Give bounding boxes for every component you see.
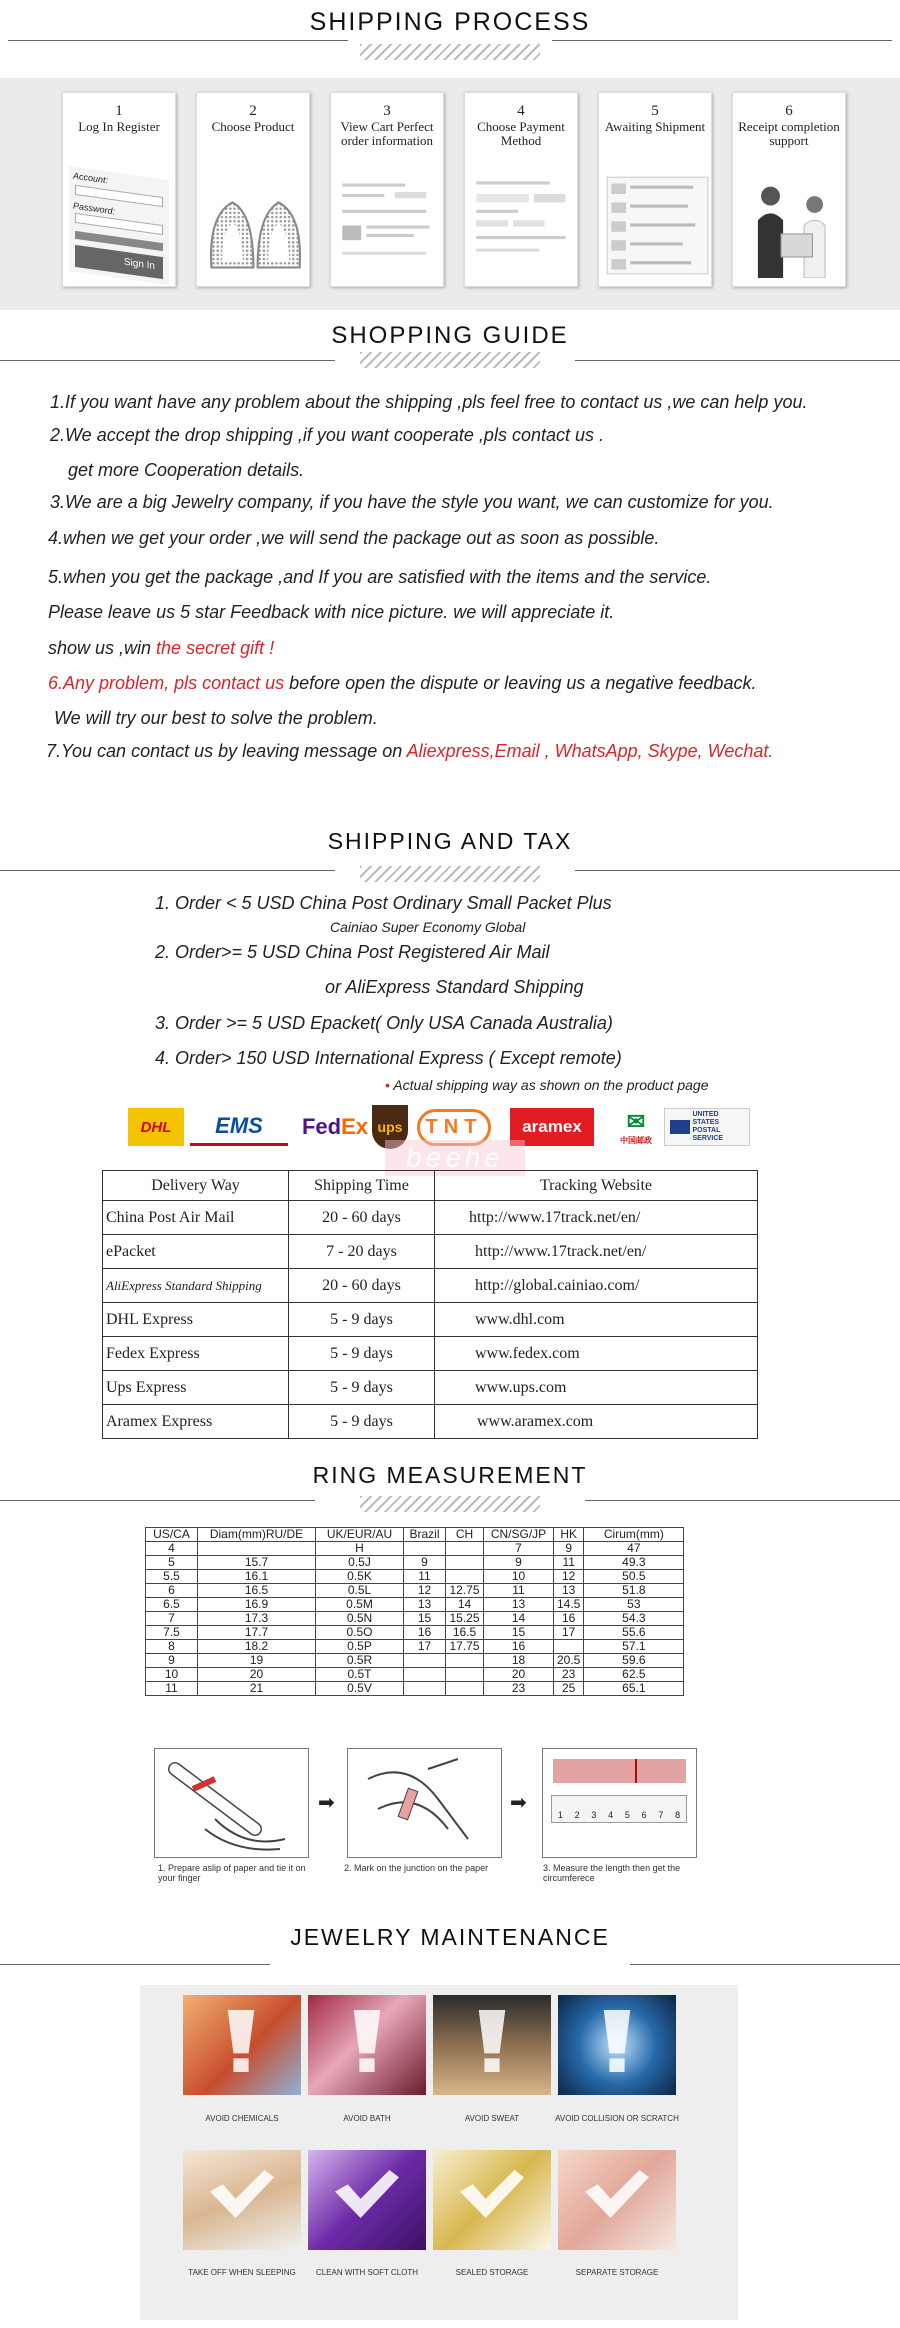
guide-line-6 (48, 673, 756, 694)
guide-number: 6. (48, 673, 64, 693)
shipping-time-cell: 5 - 9 days (289, 1337, 435, 1371)
step-number: 3 (383, 103, 391, 119)
ring-size-cell: 17 (554, 1626, 584, 1640)
column-header: Cirum(mm) (584, 1528, 684, 1542)
password-label: Password: (73, 200, 116, 217)
ring-size-cell: 16 (554, 1612, 584, 1626)
tracking-website-cell: http://www.17track.net/en/ (435, 1201, 758, 1235)
shipping-time-cell: 20 - 60 days (289, 1269, 435, 1303)
ring-size-cell: 19 (198, 1654, 316, 1668)
ring-size-cell: 13 (404, 1598, 446, 1612)
column-header: Brazil (404, 1528, 446, 1542)
ring-size-cell: 50.5 (584, 1570, 684, 1584)
ring-size-cell: 12.75 (446, 1584, 484, 1598)
divider (575, 870, 900, 871)
tracking-website-cell: www.fedex.com (435, 1337, 758, 1371)
table-row (146, 1654, 684, 1668)
shipping-tax-header (0, 822, 900, 892)
ring-size-cell: 11 (146, 1682, 198, 1696)
hatch-decoration (360, 1496, 540, 1512)
ring-size-cell: H (316, 1542, 404, 1556)
account-label: Account: (73, 170, 109, 186)
ring-step-1-caption: 1. Prepare aslip of paper and tie it on your finger (158, 1863, 306, 1883)
ring-size-cell: 17.75 (446, 1640, 484, 1654)
step-number: 1 (115, 103, 123, 119)
column-header: US/CA (146, 1528, 198, 1542)
usps-logo (664, 1108, 750, 1146)
ring-size-cell (446, 1542, 484, 1556)
table-row (146, 1556, 684, 1570)
fedex-ex: Ex (341, 1114, 369, 1139)
ring-size-cell: 14.5 (554, 1598, 584, 1612)
ring-size-cell: 55.6 (584, 1626, 684, 1640)
ring-step-3-caption: 3. Measure the length then get the circumferece (543, 1863, 681, 1883)
order-list-image (605, 173, 710, 278)
section-title: JEWELRY MAINTENANCE (290, 1924, 610, 1950)
section-title: RING MEASUREMENT (312, 1462, 588, 1488)
ring-size-cell: 65.1 (584, 1682, 684, 1696)
hatch-decoration (360, 866, 540, 882)
fedex-fed: Fed (301, 1114, 342, 1139)
tracking-website-cell: http://www.17track.net/en/ (435, 1235, 758, 1269)
step-label: Awaiting Shipment (604, 119, 706, 134)
step-number: 4 (517, 103, 525, 119)
tax-rule-4: 4. Order> 150 USD International Express ( Except remote) (155, 1048, 622, 1068)
shipping-time-cell: 7 - 20 days (289, 1235, 435, 1269)
delivery-way-cell: Ups Express (103, 1371, 289, 1405)
ring-size-cell: 16.5 (446, 1626, 484, 1640)
ring-size-cell: 59.6 (584, 1654, 684, 1668)
ring-size-cell: 23 (554, 1668, 584, 1682)
jewelry-maintenance-header (0, 1918, 900, 1988)
courier-delivery-image (739, 173, 844, 278)
shopping-guide-header (0, 316, 900, 386)
ring-size-cell: 5 (146, 1556, 198, 1570)
table-row (103, 1201, 758, 1235)
divider (0, 1964, 270, 1965)
ring-size-cell: 0.5T (316, 1668, 404, 1682)
guide-text: 7.You can contact us by leaving message on (46, 741, 407, 761)
ring-size-cell: 16 (484, 1640, 554, 1654)
earrings-product-image (203, 173, 308, 278)
section-title: SHIPPING PROCESS (309, 8, 591, 36)
guide-line-2: 2.We accept the drop shipping ,if you want cooperate ,pls contact us . (50, 425, 604, 445)
guide-line-4: 4.when we get your order ,we will send the package out as soon as possible. (48, 528, 660, 548)
divider (552, 40, 892, 41)
process-step-choose-product (196, 92, 310, 287)
ring-size-cell: 57.1 (584, 1640, 684, 1654)
finger-paper-drawing (155, 1749, 308, 1857)
ring-size-cell: 11 (554, 1556, 584, 1570)
ruler-number: 1 (557, 1810, 563, 1820)
table-header-row (103, 1171, 758, 1201)
delivery-way-cell: DHL Express (103, 1303, 289, 1337)
ring-measurement-header (0, 1456, 900, 1526)
tracking-website-cell: www.ups.com (435, 1371, 758, 1405)
ring-size-cell: 11 (484, 1584, 554, 1598)
table-row (146, 1682, 684, 1696)
ring-size-cell (404, 1682, 446, 1696)
ring-size-cell: 6.5 (146, 1598, 198, 1612)
dhl-logo: DHL (128, 1108, 184, 1146)
ring-size-cell (404, 1542, 446, 1556)
process-step-view-cart (330, 92, 444, 287)
hatch-decoration (360, 352, 540, 368)
ruler-number: 2 (574, 1810, 580, 1820)
secret-gift-text: the secret gift ! (156, 638, 275, 658)
ring-size-table (145, 1527, 684, 1696)
ring-size-cell: 25 (554, 1682, 584, 1696)
ring-size-cell: 15.7 (198, 1556, 316, 1570)
ring-size-cell (446, 1654, 484, 1668)
ring-size-cell: 16 (404, 1626, 446, 1640)
ring-size-cell: 20 (198, 1668, 316, 1682)
ruler-number: 5 (624, 1810, 630, 1820)
table-row (146, 1542, 684, 1556)
column-header: Delivery Way (103, 1171, 289, 1201)
ring-size-cell: 10 (146, 1668, 198, 1682)
process-step-awaiting (598, 92, 712, 287)
ring-size-cell (404, 1654, 446, 1668)
table-row (146, 1668, 684, 1682)
ring-step-3-illustration (542, 1748, 697, 1858)
divider (575, 360, 900, 361)
divider (0, 870, 335, 871)
ring-size-cell: 15.25 (446, 1612, 484, 1626)
process-step-payment (464, 92, 578, 287)
ring-size-cell: 10 (484, 1570, 554, 1584)
ring-size-cell: 0.5L (316, 1584, 404, 1598)
marker-line (635, 1759, 637, 1783)
ring-step-2-caption: 2. Mark on the junction on the paper (344, 1863, 489, 1873)
shipping-time-cell: 5 - 9 days (289, 1371, 435, 1405)
ring-size-cell: 13 (484, 1598, 554, 1612)
arrow-icon: ➡ (318, 1792, 335, 1814)
china-post-logo (612, 1105, 660, 1149)
ring-size-cell (446, 1570, 484, 1584)
table-row (146, 1640, 684, 1654)
china-post-text: 中国邮政 (620, 1135, 652, 1145)
tnt-text: TNT (417, 1109, 492, 1146)
mark-paper-drawing (348, 1749, 501, 1857)
contact-us-text: Any problem, pls contact us (63, 673, 285, 693)
ring-size-cell: 0.5V (316, 1682, 404, 1696)
maintenance-caption: AVOID CHEMICALS (205, 2114, 279, 2123)
usps-text: UNITED STATES POSTAL SERVICE (692, 1111, 724, 1142)
table-row (146, 1598, 684, 1612)
ring-size-cell: 16.1 (198, 1570, 316, 1584)
step-label: Log In Register (78, 119, 160, 134)
ring-size-cell: 16.5 (198, 1584, 316, 1598)
ring-size-cell: 20 (484, 1668, 554, 1682)
ring-size-cell (198, 1542, 316, 1556)
contact-channels-text: Aliexpress,Email , WhatsApp, Skype, Wechat. (406, 741, 774, 761)
guide-line-5: 5.when you get the package ,and If you are satisfied with the items and the service. (48, 567, 712, 587)
table-row (146, 1626, 684, 1640)
payment-screenshot-image (471, 173, 576, 278)
ring-size-cell: 14 (484, 1612, 554, 1626)
guide-text: show us ,win (48, 638, 157, 658)
table-row (103, 1303, 758, 1337)
ring-size-cell (446, 1668, 484, 1682)
ring-size-cell: 47 (584, 1542, 684, 1556)
guide-line-1: 1.If you want have any problem about the shipping ,pls feel free to contact us ,we can help you. (50, 392, 808, 412)
delivery-table (102, 1170, 758, 1439)
ring-size-cell: 0.5J (316, 1556, 404, 1570)
maintenance-caption: AVOID SWEAT (464, 2114, 520, 2123)
column-header: UK/EUR/AU (316, 1528, 404, 1542)
process-step-login (62, 92, 176, 287)
bullet-dot: • (385, 1077, 390, 1093)
login-form-illustration (69, 166, 169, 285)
table-row (146, 1584, 684, 1598)
ruler (551, 1795, 687, 1823)
table-row (103, 1405, 758, 1439)
shipping-time-cell: 20 - 60 days (289, 1201, 435, 1235)
ring-step-2-illustration (347, 1748, 502, 1858)
tracking-website-cell: www.aramex.com (435, 1405, 758, 1439)
divider (630, 1964, 900, 1965)
table-row (103, 1337, 758, 1371)
section-title: SHIPPING AND TAX (327, 828, 573, 854)
divider (0, 360, 335, 361)
cart-screenshot-image (337, 173, 442, 278)
maintenance-caption: AVOID COLLISION OR SCRATCH (555, 2114, 679, 2123)
maintenance-caption: SEALED STORAGE (455, 2268, 529, 2277)
ring-size-cell: 8 (146, 1640, 198, 1654)
column-header: Tracking Website (435, 1171, 758, 1201)
table-header-row (146, 1528, 684, 1542)
ring-size-cell: 9 (146, 1654, 198, 1668)
tax-rule-2-sub: or AliExpress Standard Shipping (325, 977, 584, 997)
ring-size-cell: 0.5N (316, 1612, 404, 1626)
table-row (146, 1612, 684, 1626)
tracking-website-cell: www.dhl.com (435, 1303, 758, 1337)
ring-size-cell: 62.5 (584, 1668, 684, 1682)
table-row (146, 1570, 684, 1584)
ups-logo: ups (372, 1105, 408, 1149)
ring-size-cell: 23 (484, 1682, 554, 1696)
table-row (103, 1269, 758, 1303)
delivery-way-cell: Fedex Express (103, 1337, 289, 1371)
ring-size-cell: 17 (404, 1640, 446, 1654)
ring-size-cell: 0.5M (316, 1598, 404, 1612)
ring-size-cell: 18 (484, 1654, 554, 1668)
ring-size-cell (446, 1682, 484, 1696)
guide-line-6b: We will try our best to solve the problem. (54, 708, 378, 728)
ring-size-cell: 0.5O (316, 1626, 404, 1640)
ring-size-cell (554, 1640, 584, 1654)
guide-line-3: 3.We are a big Jewelry company, if you have the style you want, we can customize for you. (50, 492, 774, 512)
ring-size-cell: 15 (404, 1612, 446, 1626)
ring-size-cell: 51.8 (584, 1584, 684, 1598)
tax-rule-3: 3. Order >= 5 USD Epacket( Only USA Canada Australia) (155, 1013, 613, 1033)
delivery-way-cell: Aramex Express (103, 1405, 289, 1439)
ring-size-cell: 6 (146, 1584, 198, 1598)
step-label: Choose Payment Method (477, 119, 565, 148)
column-header: HK (554, 1528, 584, 1542)
step-label: Receipt completion support (738, 119, 840, 148)
ring-size-cell: 13 (554, 1584, 584, 1598)
step-number: 2 (249, 103, 257, 119)
shipping-time-cell: 5 - 9 days (289, 1303, 435, 1337)
divider (0, 1500, 315, 1501)
ring-size-cell: 0.5R (316, 1654, 404, 1668)
ring-size-cell: 21 (198, 1682, 316, 1696)
fedex-logo (300, 1108, 370, 1146)
ruler-number: 7 (658, 1810, 664, 1820)
tax-rule-1: 1. Order < 5 USD China Post Ordinary Small Packet Plus (155, 893, 612, 913)
ring-size-cell: 9 (554, 1542, 584, 1556)
ring-size-cell: 49.3 (584, 1556, 684, 1570)
tracking-website-cell: http://global.cainiao.com/ (435, 1269, 758, 1303)
shipping-time-cell: 5 - 9 days (289, 1405, 435, 1439)
maintenance-caption: AVOID BATH (343, 2114, 391, 2123)
ring-size-cell: 0.5K (316, 1570, 404, 1584)
ring-size-cell (446, 1556, 484, 1570)
step-number: 5 (651, 103, 659, 119)
ruler-number: 3 (591, 1810, 597, 1820)
maintenance-caption: CLEAN WITH SOFT CLOTH (315, 2268, 419, 2277)
ring-size-cell: 7 (146, 1612, 198, 1626)
china-post-symbol: ✉ (626, 1108, 646, 1134)
tax-note (385, 1077, 709, 1093)
ring-size-cell: 15 (484, 1626, 554, 1640)
delivery-way-cell: AliExpress Standard Shipping (103, 1269, 289, 1303)
watermark: beehe (385, 1140, 525, 1176)
ring-size-cell: 4 (146, 1542, 198, 1556)
ring-size-cell: 53 (584, 1598, 684, 1612)
ruler-number: 4 (608, 1810, 614, 1820)
guide-line-2b: get more Cooperation details. (68, 460, 305, 480)
ring-size-cell: 16.9 (198, 1598, 316, 1612)
tax-rule-1-sub: Cainiao Super Economy Global (330, 919, 526, 935)
shipping-process-header (0, 0, 900, 70)
ring-size-cell: 9 (484, 1556, 554, 1570)
ruler-number: 6 (641, 1810, 647, 1820)
table-row (103, 1235, 758, 1269)
arrow-icon: ➡ (510, 1792, 527, 1814)
eagle-icon (670, 1120, 690, 1134)
aramex-logo: aramex (510, 1108, 594, 1146)
maintenance-caption: SEPARATE STORAGE (575, 2268, 659, 2277)
ring-size-cell: 18.2 (198, 1640, 316, 1654)
paper-strip (553, 1759, 686, 1783)
column-header: CN/SG/JP (484, 1528, 554, 1542)
guide-line-5c (48, 638, 274, 659)
ring-size-cell: 20.5 (554, 1654, 584, 1668)
ring-size-cell: 5.5 (146, 1570, 198, 1584)
section-title: SHOPPING GUIDE (331, 322, 569, 349)
divider (585, 1500, 900, 1501)
ring-step-1-illustration (154, 1748, 309, 1858)
step-label: View Cart Perfect order information (340, 119, 434, 148)
ring-size-cell: 12 (554, 1570, 584, 1584)
ring-size-cell: 17.7 (198, 1626, 316, 1640)
note-text: Actual shipping way as shown on the product page (393, 1077, 709, 1093)
table-row (103, 1371, 758, 1405)
ring-size-cell: 7 (484, 1542, 554, 1556)
ring-size-cell: 17.3 (198, 1612, 316, 1626)
tax-rule-2: 2. Order>= 5 USD China Post Registered Air Mail (155, 942, 550, 962)
ring-size-cell: 0.5P (316, 1640, 404, 1654)
ring-size-cell: 14 (446, 1598, 484, 1612)
guide-line-7 (46, 741, 773, 762)
column-header: Diam(mm)RU/DE (198, 1528, 316, 1542)
step-number: 6 (785, 103, 793, 119)
ring-size-cell: 7.5 (146, 1626, 198, 1640)
divider (8, 40, 348, 41)
delivery-way-cell: China Post Air Mail (103, 1201, 289, 1235)
step-label: Choose Product (211, 119, 295, 134)
guide-text: before open the dispute or leaving us a negative feedback. (284, 673, 757, 693)
ruler-number: 8 (675, 1810, 681, 1820)
hatch-decoration (360, 44, 540, 60)
ring-size-cell: 12 (404, 1584, 446, 1598)
ring-size-cell: 54.3 (584, 1612, 684, 1626)
column-header: Shipping Time (289, 1171, 435, 1201)
ring-size-cell: 11 (404, 1570, 446, 1584)
maintenance-caption: TAKE OFF WHEN SLEEPING (188, 2268, 296, 2277)
sign-in-button: Sign In (75, 245, 163, 279)
column-header: CH (446, 1528, 484, 1542)
process-step-receipt (732, 92, 846, 287)
delivery-way-cell: ePacket (103, 1235, 289, 1269)
guide-line-5b: Please leave us 5 star Feedback with nice picture. we will appreciate it. (48, 602, 615, 622)
ring-size-cell (404, 1668, 446, 1682)
ring-size-cell: 9 (404, 1556, 446, 1570)
ems-logo: EMS (190, 1108, 288, 1146)
